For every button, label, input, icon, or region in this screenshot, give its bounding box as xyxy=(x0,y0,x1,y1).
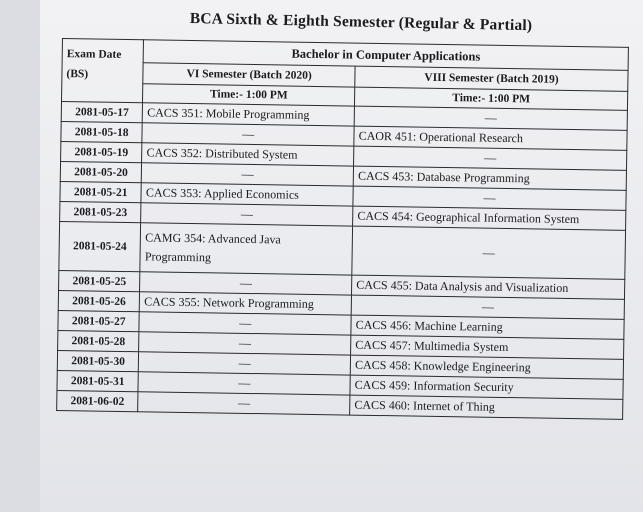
exam-date-cell: 2081-05-23 xyxy=(60,201,142,222)
exam-date-cell: 2081-06-02 xyxy=(57,390,139,411)
exam-date-unit: (BS) xyxy=(66,68,89,81)
semester-viii-cell: CACS 456: Machine Learning xyxy=(351,315,624,339)
semester-vi-header: VI Semester (Batch 2020) xyxy=(143,63,355,87)
semester-viii-time: Time:- 1:00 PM xyxy=(355,87,628,110)
exam-date-header xyxy=(62,39,144,103)
exam-schedule-table xyxy=(56,38,629,420)
semester-viii-cell: — xyxy=(352,226,626,279)
semester-vi-cell: CACS 355: Network Programming xyxy=(140,292,352,315)
document-title: BCA Sixth & Eighth Semester (Regular & Partial) xyxy=(189,10,533,35)
exam-date-cell: 2081-05-24 xyxy=(59,221,141,271)
semester-viii-header: VIII Semester (Batch 2019) xyxy=(355,66,628,91)
semester-vi-cell: CACS 351: Mobile Programming xyxy=(142,103,354,126)
semester-vi-cell: CACS 353: Applied Economics xyxy=(141,183,353,206)
semester-vi-cell: — xyxy=(139,312,351,335)
semester-viii-cell: CACS 455: Data Analysis and Visualization xyxy=(352,275,625,299)
semester-viii-cell: — xyxy=(353,186,626,210)
exam-schedule xyxy=(56,38,629,420)
exam-date-cell: 2081-05-20 xyxy=(60,161,142,182)
semester-vi-cell: — xyxy=(141,203,353,226)
exam-date-cell: 2081-05-19 xyxy=(61,141,143,162)
semester-vi-cell: — xyxy=(138,372,350,395)
exam-date-cell: 2081-05-26 xyxy=(58,290,140,311)
exam-date-cell: 2081-05-31 xyxy=(57,370,139,391)
exam-date-cell: 2081-05-18 xyxy=(61,121,143,142)
semester-viii-cell: CAOR 451: Operational Research xyxy=(354,126,627,150)
exam-date-cell: 2081-05-17 xyxy=(61,102,143,123)
semester-viii-cell: — xyxy=(354,106,627,130)
exam-date-cell: 2081-05-27 xyxy=(58,310,140,331)
table-row xyxy=(59,221,626,279)
semester-viii-cell: CACS 457: Multimedia System xyxy=(351,335,624,359)
semester-vi-cell: — xyxy=(140,272,352,295)
semester-vi-cell: — xyxy=(138,392,350,415)
semester-viii-cell: CACS 453: Database Programming xyxy=(353,166,626,190)
semester-vi-time: Time:- 1:00 PM xyxy=(143,84,355,106)
semester-vi-cell: CACS 352: Distributed System xyxy=(142,143,354,166)
exam-date-cell: 2081-05-25 xyxy=(59,270,141,291)
semester-viii-cell: CACS 459: Information Security xyxy=(350,375,623,399)
semester-viii-cell: CACS 458: Knowledge Engineering xyxy=(350,355,623,379)
semester-viii-cell: — xyxy=(354,146,627,170)
semester-viii-cell: CACS 454: Geographical Information System xyxy=(353,206,626,230)
semester-vi-cell: CAMG 354: Advanced Java Programming xyxy=(140,223,353,275)
semester-viii-cell: CACS 460: Internet of Thing xyxy=(350,395,623,419)
semester-vi-cell: — xyxy=(142,163,354,186)
exam-date-cell: 2081-05-28 xyxy=(58,330,140,351)
semester-vi-cell: — xyxy=(139,332,351,355)
program-header: Bachelor in Computer Applications xyxy=(143,40,628,71)
exam-date-cell: 2081-05-30 xyxy=(57,350,139,371)
exam-date-label: Exam Date xyxy=(66,48,122,61)
semester-viii-cell: — xyxy=(351,295,624,319)
exam-date-cell: 2081-05-21 xyxy=(60,181,142,202)
semester-vi-cell: — xyxy=(142,123,354,146)
semester-vi-cell: — xyxy=(139,352,351,375)
